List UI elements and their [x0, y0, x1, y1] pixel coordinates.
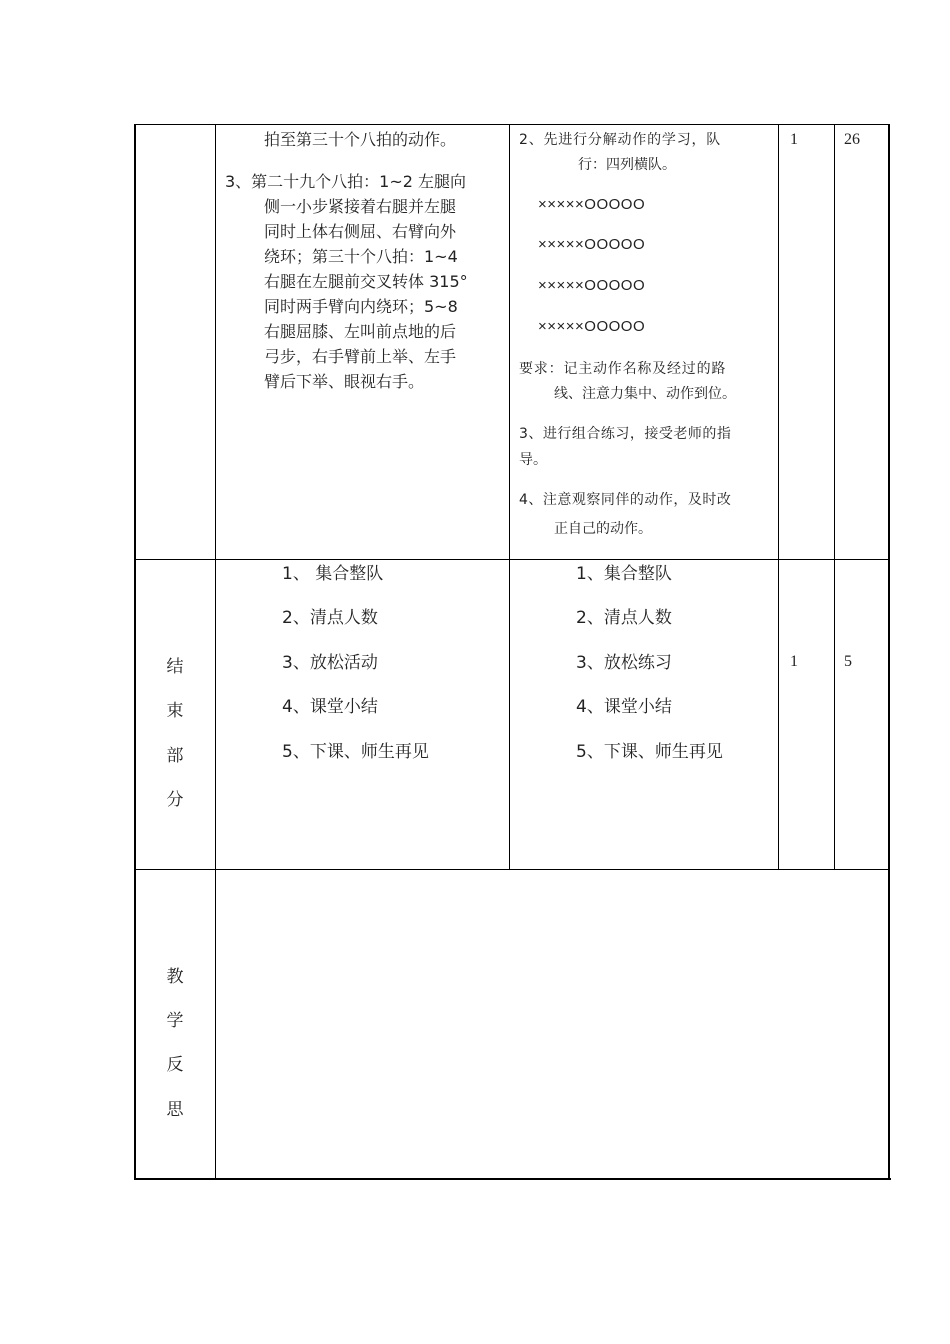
- formation-row-4: ×××××OOOOO: [538, 318, 646, 335]
- content-item3-line2: 侧一小步紧接着右腿并左腿: [264, 197, 457, 216]
- student-requirement-line2: 线、注意力集中、动作到位。: [554, 386, 736, 402]
- content-item3-line4: 绕环；第三十个八拍：1~4: [264, 247, 458, 266]
- teacher-closing-item-2: 2、清点人数: [282, 608, 378, 628]
- formation-row-2: ×××××OOOOO: [538, 236, 646, 253]
- section-label-char-3: 部: [166, 746, 184, 766]
- section-label-char-1: 结: [166, 657, 184, 677]
- teacher-closing-item-1: 1、 集合整队: [282, 564, 384, 584]
- teacher-closing-item-5: 5、下课、师生再见: [282, 742, 429, 762]
- table-right-border: [888, 124, 890, 1180]
- col-divider-section: [215, 124, 216, 1180]
- row2-count: 1: [790, 653, 798, 670]
- reflection-label-char-1: 教: [166, 967, 184, 987]
- section-label-char-4: 分: [166, 790, 184, 810]
- student-closing-item-5: 5、下课、师生再见: [576, 742, 723, 762]
- col-divider-count: [834, 124, 835, 869]
- row1-count: 1: [790, 131, 798, 148]
- content-item3-line6: 同时两手臂向内绕环；5~8: [264, 297, 458, 316]
- col-divider-student: [778, 124, 779, 869]
- student-item2-line2: 行：四列横队。: [578, 157, 676, 173]
- content-continuation: 拍至第三十个八拍的动作。: [264, 130, 457, 149]
- content-item3-line1: 3、第二十九个八拍：1~2 左腿向: [225, 172, 467, 191]
- col-divider-content: [509, 124, 510, 869]
- content-item3-line3: 同时上体右侧屈、右臂向外: [264, 222, 457, 241]
- teacher-closing-item-3: 3、放松活动: [282, 653, 378, 673]
- student-item3-line2: 导。: [519, 452, 547, 468]
- formation-row-3: ×××××OOOOO: [538, 277, 646, 294]
- table-top-border: [135, 124, 890, 125]
- student-closing-item-1: 1、集合整队: [576, 564, 672, 584]
- content-item3-line5: 右腿在左腿前交叉转体 315°: [264, 272, 468, 291]
- row-divider-1: [135, 559, 890, 560]
- student-closing-item-3: 3、放松练习: [576, 653, 672, 673]
- row-divider-2: [135, 869, 890, 870]
- student-item2-line1: 2、先进行分解动作的学习，队: [519, 132, 722, 148]
- formation-row-1: ×××××OOOOO: [538, 196, 646, 213]
- reflection-label-char-2: 学: [166, 1011, 184, 1031]
- student-item4-line1: 4、注意观察同伴的动作，及时改: [519, 492, 732, 508]
- content-item3-line9: 臂后下举、眼视右手。: [264, 372, 425, 391]
- row2-time: 5: [844, 653, 852, 670]
- content-item3-line8: 弓步，右手臂前上举、左手: [264, 347, 457, 366]
- student-closing-item-4: 4、课堂小结: [576, 697, 672, 717]
- section-label-char-2: 束: [166, 701, 184, 721]
- table-bottom-border: [134, 1178, 891, 1180]
- row1-time: 26: [844, 131, 860, 148]
- teacher-closing-item-4: 4、课堂小结: [282, 697, 378, 717]
- content-item3-line7: 右腿屈膝、左叫前点地的后: [264, 322, 457, 341]
- table-left-border: [134, 124, 136, 1180]
- student-item3-line1: 3、进行组合练习，接受老师的指: [519, 426, 732, 442]
- student-closing-item-2: 2、清点人数: [576, 608, 672, 628]
- reflection-label-char-4: 思: [166, 1100, 184, 1120]
- reflection-label-char-3: 反: [166, 1055, 184, 1075]
- student-item4-line2: 正自己的动作。: [554, 521, 652, 537]
- student-requirement-line1: 要求：记主动作名称及经过的路: [519, 361, 727, 377]
